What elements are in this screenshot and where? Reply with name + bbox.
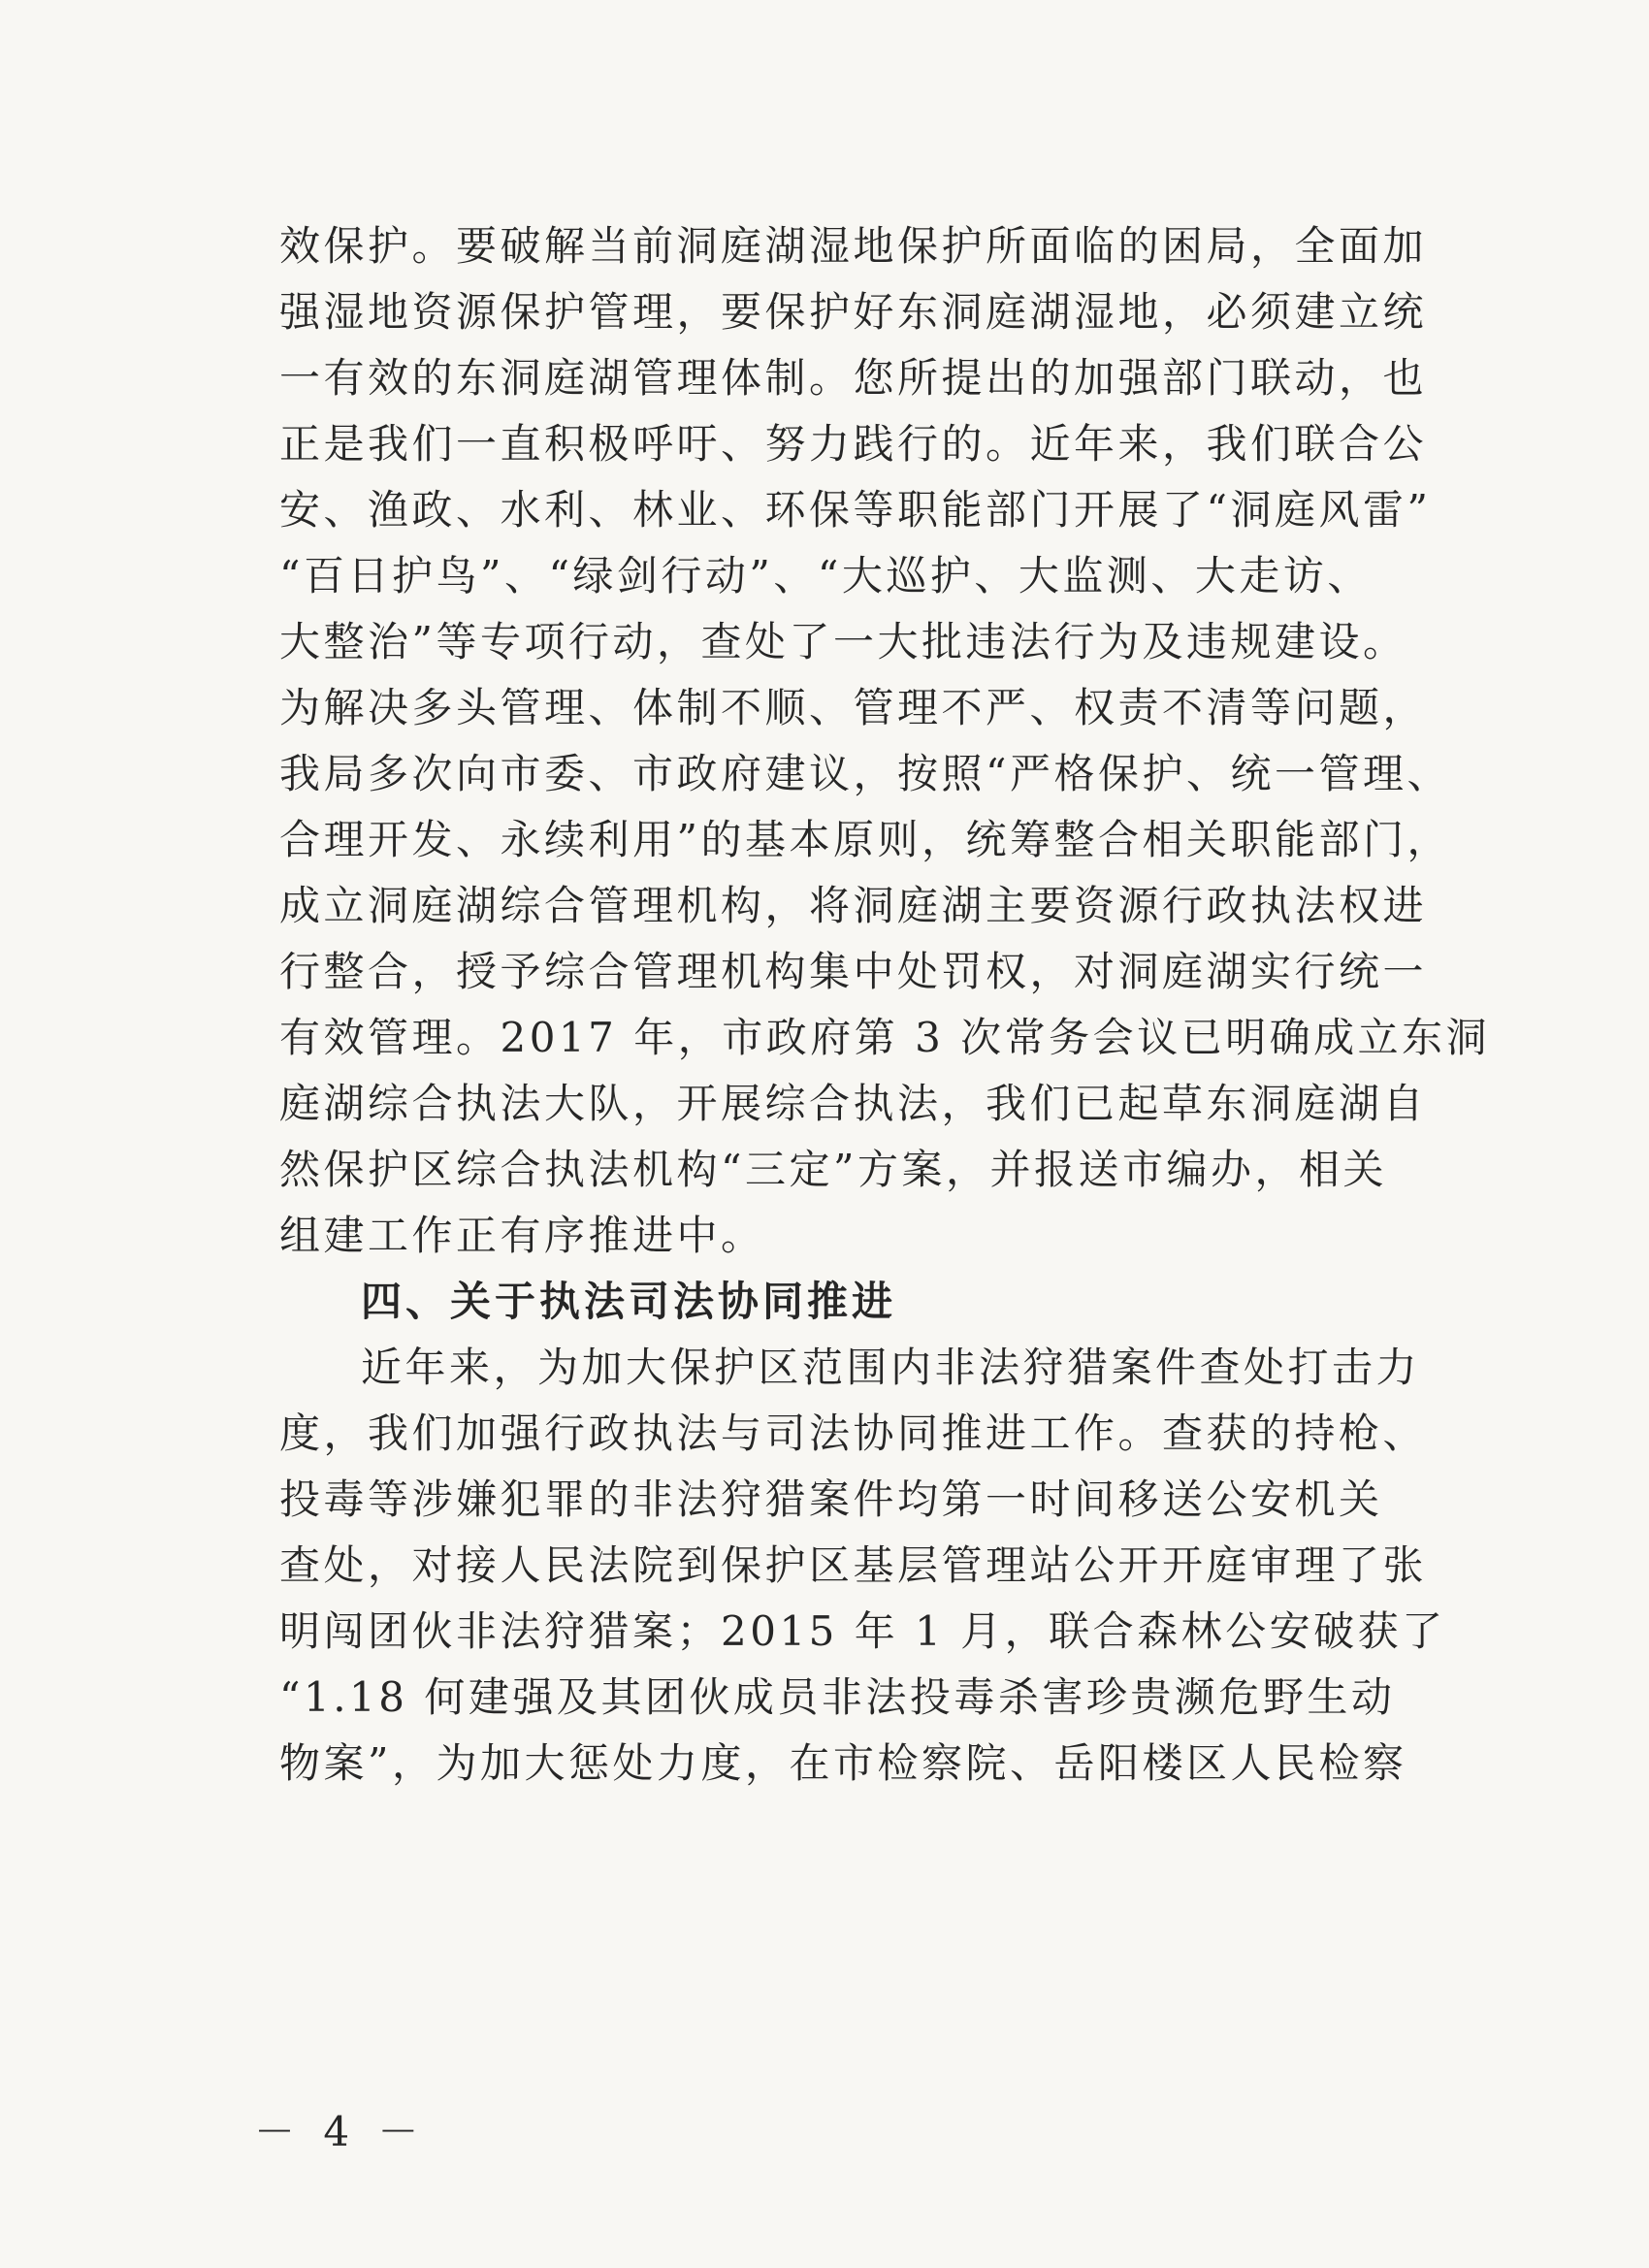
text-line: “百日护鸟”、“绿剑行动”、“大巡护、大监测、大走访、 — [279, 552, 1372, 599]
text-line: 庭湖综合执法大队，开展综合执法，我们已起草东洞庭湖自 — [279, 1080, 1428, 1127]
text-line: 为解决多头管理、体制不顺、管理不严、权责不清等问题， — [279, 684, 1428, 731]
text-line: 强湿地资源保护管理，要保护好东洞庭湖湿地，必须建立统 — [279, 288, 1428, 336]
text-line: 大整治”等专项行动，查处了一大批违法行为及违规建设。 — [279, 618, 1407, 665]
text-line: 投毒等涉嫌犯罪的非法狩猎案件均第一时间移送公安机关 — [279, 1475, 1383, 1523]
text-line: 合理开发、永续利用”的基本原则，统筹整合相关职能部门， — [279, 816, 1451, 863]
page-number: － 4 － — [254, 2108, 427, 2155]
text-line: 正是我们一直积极呼吁、努力践行的。近年来，我们联合公 — [279, 420, 1428, 468]
text-line: 物案”，为加大惩处力度，在市检察院、岳阳楼区人民检察 — [279, 1739, 1407, 1787]
text-line: 查处，对接人民法院到保护区基层管理站公开开庭审理了张 — [279, 1541, 1428, 1589]
text-line: 我局多次向市委、市政府建议，按照“严格保护、统一管理、 — [279, 750, 1451, 797]
text-line: 行整合，授予综合管理机构集中处罚权，对洞庭湖实行统一 — [279, 948, 1428, 995]
text-line: 安、渔政、水利、林业、环保等职能部门开展了“洞庭风雷” — [279, 486, 1432, 534]
text-line: “1.18 何建强及其团伙成员非法投毒杀害珍贵濒危野生动 — [279, 1673, 1396, 1721]
text-line: 有效管理。2017 年，市政府第 3 次常务会议已明确成立东洞 — [279, 1014, 1491, 1061]
text-line: 组建工作正有序推进中。 — [279, 1212, 765, 1259]
section-heading: 四、关于执法司法协同推进 — [361, 1278, 897, 1325]
text-line: 效保护。要破解当前洞庭湖湿地保护所面临的困局，全面加 — [279, 222, 1428, 270]
text-line: 度，我们加强行政执法与司法协同推进工作。查获的持枪、 — [279, 1409, 1428, 1457]
text-line: 一有效的东洞庭湖管理体制。您所提出的加强部门联动，也 — [279, 354, 1428, 402]
text-line: 明闯团伙非法狩猎案；2015 年 1 月，联合森林公安破获了 — [279, 1607, 1446, 1655]
text-line: 成立洞庭湖综合管理机构，将洞庭湖主要资源行政执法权进 — [279, 882, 1428, 929]
text-line: 然保护区综合执法机构“三定”方案，并报送市编办，相关 — [279, 1146, 1387, 1193]
text-line: 近年来，为加大保护区范围内非法狩猎案件查处打击力 — [361, 1344, 1421, 1391]
